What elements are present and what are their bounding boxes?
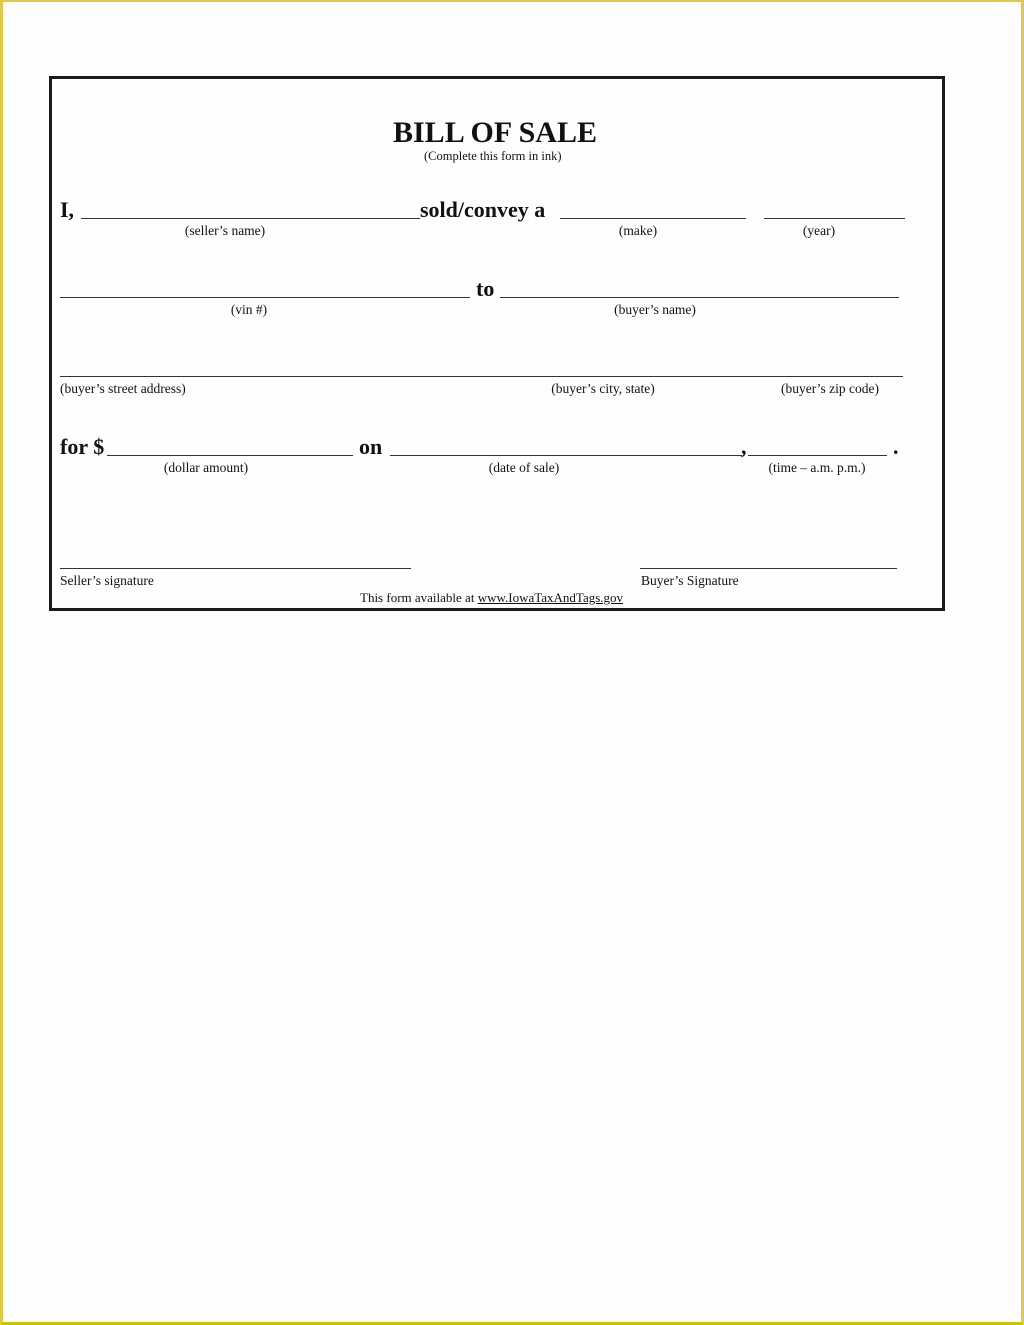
row4-middle: on — [359, 434, 383, 459]
buyer-signature-label: Buyer’s Signature — [641, 573, 739, 588]
dollar-label: (dollar amount) — [163, 460, 249, 475]
seller-signature-field[interactable] — [60, 568, 411, 569]
city-state-label: (buyer’s city, state) — [551, 381, 655, 396]
date-label: (date of sale) — [488, 460, 560, 475]
footer-link[interactable]: www.IowaTaxAndTags.gov — [477, 590, 624, 605]
date-of-sale-field[interactable] — [390, 455, 742, 456]
row1-middle: sold/convey a — [420, 197, 546, 222]
footer-text: This form available at — [360, 590, 478, 605]
year-field[interactable] — [764, 218, 905, 219]
year-label: (year) — [802, 223, 836, 238]
row2-middle: to — [476, 276, 495, 301]
vin-field[interactable] — [60, 297, 470, 298]
buyer-name-field[interactable] — [500, 297, 899, 298]
row4-prefix: for $ — [60, 434, 105, 459]
make-label: (make) — [618, 223, 658, 238]
vin-label: (vin #) — [230, 302, 268, 317]
time-field[interactable] — [748, 455, 887, 456]
zip-label: (buyer’s zip code) — [781, 381, 879, 396]
row1-prefix: I, — [60, 197, 75, 222]
buyer-signature-field[interactable] — [640, 568, 897, 569]
form-subtitle: (Complete this form in ink) — [424, 149, 562, 163]
make-field[interactable] — [560, 218, 746, 219]
footer-note — [360, 591, 623, 604]
street-label: (buyer’s street address) — [60, 381, 186, 396]
form-title: BILL OF SALE — [393, 116, 597, 149]
dollar-amount-field[interactable] — [107, 455, 353, 456]
seller-name-label: (seller’s name) — [184, 223, 266, 238]
row4-comma: , — [741, 434, 747, 459]
seller-signature-label: Seller’s signature — [60, 573, 154, 588]
seller-name-field[interactable] — [81, 218, 420, 219]
buyer-address-field[interactable] — [60, 376, 903, 377]
buyer-name-label: (buyer’s name) — [614, 302, 696, 317]
row4-period: . — [893, 434, 899, 459]
time-label: (time – a.m. p.m.) — [768, 460, 866, 475]
